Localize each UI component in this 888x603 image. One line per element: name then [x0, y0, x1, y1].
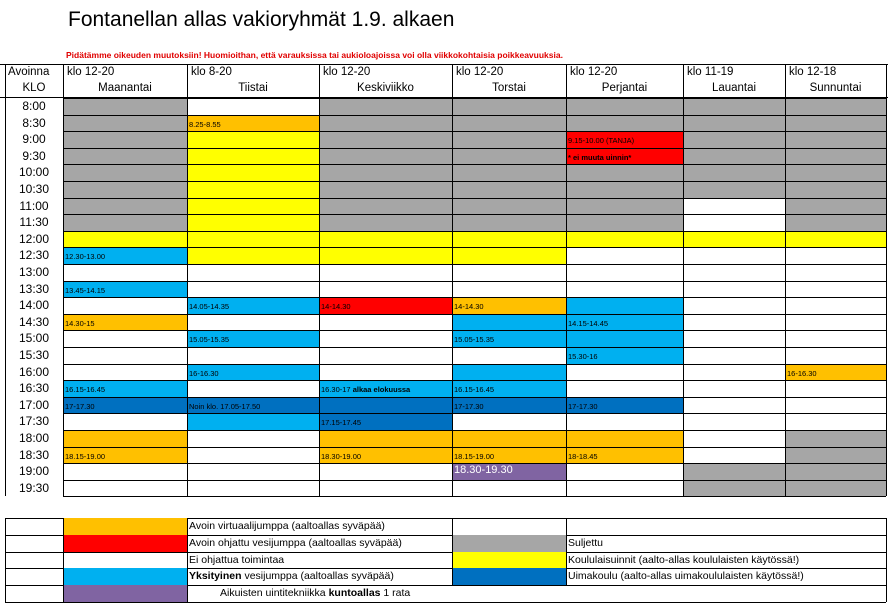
time-label: 8:30 — [22, 115, 46, 130]
day-name-0: Maanantai — [98, 82, 152, 94]
grid-line — [886, 64, 887, 496]
block-label: 17-17.30 — [65, 401, 95, 411]
schedule-block — [187, 413, 319, 430]
schedule-block — [785, 231, 886, 248]
block-label: 16-16.30 — [787, 368, 817, 378]
day-name-5: Lauantai — [711, 82, 757, 94]
day-hours-6: klo 12-18 — [789, 66, 837, 78]
day-hours-1: klo 8-20 — [191, 66, 232, 78]
block-label: 16.15-16.45 — [65, 385, 106, 395]
block-label: 14.05-14.35 — [189, 302, 230, 312]
block-label: 15.05-15.35 — [454, 335, 495, 345]
legend-swatch-dblue — [452, 568, 566, 585]
grid-line — [683, 64, 684, 496]
day-hours-3: klo 12-20 — [456, 66, 504, 78]
legend-line — [566, 518, 567, 585]
block-label: 16.15-16.45 — [454, 385, 495, 395]
block-label: 17.15-17.45 — [321, 418, 362, 428]
legend-line — [886, 518, 887, 602]
legend-white: Ei ohjattua toimintaa — [189, 553, 285, 566]
legend-line — [5, 518, 6, 602]
block-label: 18.30-19.30 — [454, 464, 513, 477]
legend-line — [452, 518, 453, 585]
block-label: 8.25-8.55 — [189, 119, 221, 129]
schedule-block — [683, 231, 785, 248]
schedule-block — [566, 231, 683, 248]
block-label: 12.30-13.00 — [65, 252, 106, 262]
notice-text: Pidätämme oikeuden muutoksiin! Huomioithan, että varauksissa tai aukioloajoissa voi olla viikkokohtaisia poikkeavuuksia. — [66, 50, 563, 60]
grid-line — [0, 64, 888, 65]
time-label: 18:00 — [18, 431, 50, 445]
time-label: 19:00 — [18, 464, 50, 479]
block-label: 18.30-19.00 — [321, 451, 362, 461]
day-hours-0: klo 12-20 — [67, 66, 115, 78]
time-label: 16:00 — [18, 364, 50, 379]
block-label: 15.30-16 — [568, 352, 598, 361]
time-label: 14:00 — [18, 298, 50, 313]
block-label: 14-14.30 — [321, 302, 351, 312]
legend-purple: Aikuisten uintitekniikka kuntoallas 1 rata — [220, 587, 411, 600]
block-label: 14.15-14.45 — [568, 318, 609, 328]
legend-line — [187, 518, 188, 602]
block-label: 18.15-19.00 — [454, 451, 495, 461]
grid-line — [452, 64, 453, 496]
page-title: Fontanellan allas vakioryhmät 1.9. alkaen — [68, 8, 455, 31]
day-name-2: Keskiviikko — [357, 82, 414, 94]
time-label: 17:00 — [18, 397, 50, 412]
block-label: 16-16.30 — [189, 368, 219, 378]
legend-purple-bold: kuntoallas — [328, 587, 381, 600]
legend-bold: Yksityinen — [189, 570, 242, 583]
legend-swatch-yellow — [452, 552, 566, 569]
grid-line — [0, 97, 888, 98]
time-label: 12:30 — [18, 248, 50, 263]
block-label: Noin klo. 17.05-17.50 — [189, 401, 261, 411]
legend-orange: Avoin virtuaalijumppa (aaltoallas syväpää) — [189, 520, 385, 532]
time-label: 11:30 — [19, 215, 49, 230]
time-label: 8:00 — [22, 99, 46, 113]
time-label: 14:30 — [18, 314, 50, 329]
time-label: 18:30 — [18, 447, 50, 462]
time-label: 10:00 — [18, 165, 50, 180]
day-hours-2: klo 12-20 — [323, 66, 371, 78]
grid-line — [785, 64, 786, 496]
header-open-label: Avoinna — [8, 66, 50, 78]
legend-dblue: Uimakoulu (aalto-allas uimakoululaisten käytössä!) — [568, 570, 804, 583]
time-label: 15:00 — [18, 331, 50, 346]
block-label: 13.45-14.15 — [65, 285, 106, 295]
legend-swatch-gray — [452, 535, 566, 552]
block-label: 9.15-10.00 (TANJA) — [568, 136, 635, 146]
block-label: 15.05-15.35 — [189, 335, 230, 345]
block-label: 18.15-19.00 — [65, 451, 106, 461]
time-label: 10:30 — [18, 182, 50, 196]
grid-line — [63, 496, 886, 497]
grid-line — [566, 64, 567, 496]
day-name-3: Torstai — [492, 82, 526, 94]
block-label: 14-14.30 — [454, 302, 484, 312]
day-hours-4: klo 12-20 — [570, 66, 618, 78]
block-label-bold: alkaa elokuussa — [350, 385, 411, 395]
legend-blue: Yksityinen vesijumppa (aaltoallas syväpää) — [189, 570, 394, 583]
block-label: 18-18.45 — [568, 451, 598, 461]
legend-swatch-purple — [63, 585, 187, 602]
block-label: 16.30-17 alkaa elokuussa — [321, 385, 411, 395]
block-label: 14.30-15 — [65, 318, 95, 328]
legend-red: Avoin ohjattu vesijumppa (aaltoallas syväpää) — [189, 536, 402, 549]
block-label-note: * ei muuta uinnin* — [568, 152, 632, 162]
time-label: 11:00 — [19, 198, 49, 213]
grid-line — [63, 64, 64, 496]
block-label: 17-17.30 — [454, 401, 484, 411]
legend-line — [63, 518, 64, 602]
legend-swatch-orange — [63, 518, 187, 535]
legend-gray: Suljettu — [568, 536, 604, 549]
day-hours-5: klo 11-19 — [687, 66, 734, 78]
block-label: 17-17.30 — [568, 401, 598, 411]
time-label: 16:30 — [18, 381, 50, 396]
time-label: 13:00 — [18, 265, 50, 279]
time-label: 17:30 — [18, 414, 50, 429]
day-name-4: Perjantai — [601, 82, 648, 94]
legend-swatch-red — [63, 535, 187, 552]
day-name-1: Tiistai — [238, 82, 268, 94]
day-name-6: Sunnuntai — [809, 82, 862, 94]
time-label: 9:00 — [22, 132, 46, 147]
legend-yellow: Koululaisuinnit (aalto-allas koululaisten käytössä!) — [568, 553, 800, 566]
time-label: 15:30 — [18, 348, 50, 362]
legend-line — [5, 552, 886, 553]
grid-line — [319, 64, 320, 496]
grid-line — [187, 64, 188, 496]
header-klo-label: KLO — [22, 82, 46, 94]
legend-swatch-blue — [63, 568, 187, 585]
time-label: 9:30 — [22, 148, 46, 163]
time-label: 12:00 — [18, 231, 50, 246]
schedule-block — [452, 314, 566, 331]
schedule-block — [63, 231, 187, 248]
time-label: 13:30 — [18, 281, 50, 296]
time-label: 19:30 — [18, 480, 50, 495]
